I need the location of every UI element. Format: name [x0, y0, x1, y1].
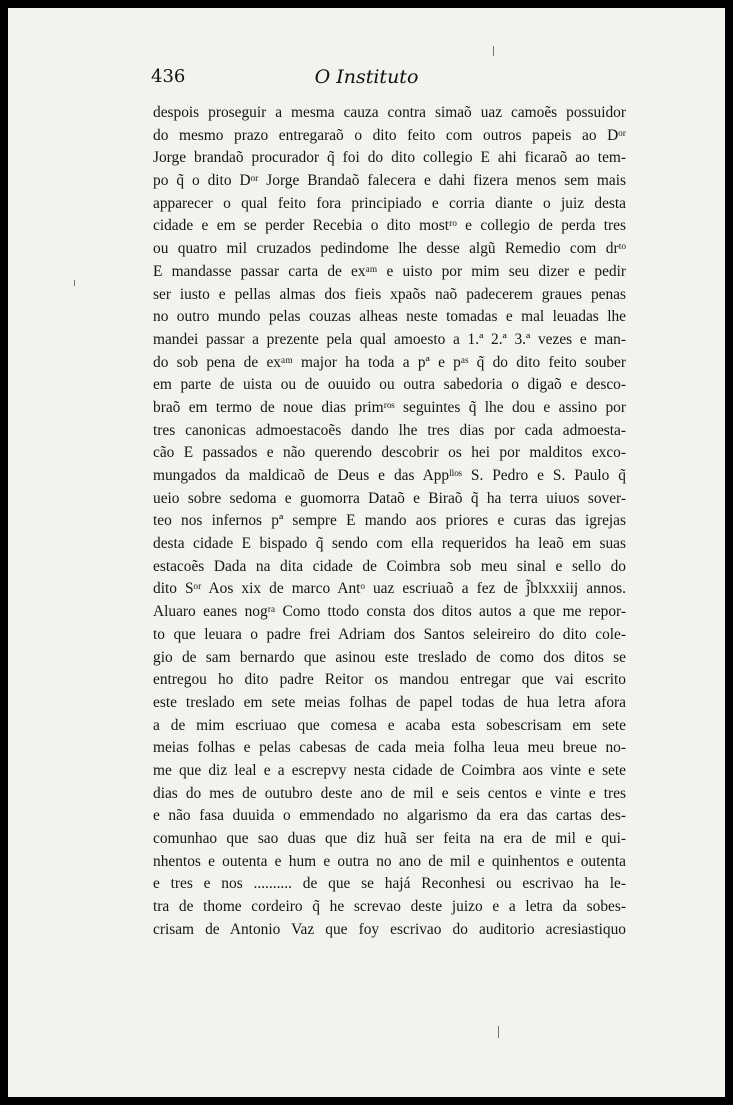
running-title: O Instituto [314, 66, 419, 88]
text-line: ser iusto e pellas almas dos fieis xpaõs naõ padecerem graues penas [153, 285, 626, 303]
text-line: a de mim escriuao que comesa e acaba esta sobescrisam em sete [153, 716, 626, 734]
text-line: entregou ho dito padre Reitor os mandou entregar que vai escrito [153, 671, 626, 689]
text-line: ou quatro mil cruzados pedindome lhe desse algũ Remedio com drᵗᵒ [153, 240, 626, 258]
text-line: crisam de Antonio Vaz que foy escrivao do auditorio acresiastiquo [153, 920, 626, 938]
text-line: este treslado em sete meias folhas de papel todas de hua letra afora [153, 693, 626, 711]
text-line: mungados da maldicaõ de Deus e das Appˡˡᵒˢ S. Pedro e S. Paulo q̃ [153, 467, 626, 484]
text-line: me que diz leal e a escrepvy nesta cidade de Coimbra aos vinte e sete [153, 761, 626, 779]
scan-mark [493, 46, 494, 56]
text-line: cidade e em se perder Recebia o dito mostʳᵒ e collegio de perda tres [153, 217, 626, 235]
text-line: no outro mundo pelas couzas alheas neste tomadas e mal leuadas lhe [153, 308, 626, 326]
document-page [8, 8, 725, 1097]
text-line: mandei passar a prezente pela qual amoesto a 1.ª 2.ª 3.ª vezes e man- [153, 330, 626, 348]
text-line: Aluaro eanes nogʳᵃ Como ttodo consta dos ditos autos a que me repor- [153, 603, 626, 621]
text-line: desta cidade E bispado q̃ sendo com ella requeridos ha leaõ em suas [153, 535, 626, 553]
text-line: dito Sᵒʳ Aos xix de marco Antᵒ uaz escriuaõ a fez de j̃blxxxiij annos. [153, 580, 626, 598]
text-line: po q̃ o dito Dᵒʳ Jorge Brandaõ falecera e dahi fizera menos sem mais [153, 172, 626, 190]
scan-mark [74, 280, 75, 286]
page-number: 436 [151, 66, 186, 87]
text-line: gio de sam bernardo que asinou este treslado de como dos ditos se [153, 648, 626, 666]
text-line: apparecer o qual feito fora principiado e corria diante o juiz desta [153, 194, 626, 212]
text-line: em parte de uista ou de ouuido ou outra sabedoria o digaõ e desco- [153, 376, 626, 394]
text-line: meias folhas e pelas cabesas de cada meia folha leua meu breue no- [153, 739, 626, 757]
body-text [153, 102, 626, 941]
text-line: comunhao que sao duas que diz huã ser feita na era de mil e qui- [153, 830, 626, 847]
text-line: dias do mes de outubro deste ano de mil e seis centos e vinte e tres [153, 784, 626, 802]
text-line: ueio sobre sedoma e guomorra Dataõ e Biraõ q̃ ha terra uiuos sover- [153, 489, 626, 507]
text-line: to que leuara o padre frei Adriam dos Santos seleireiro do dito cole- [153, 625, 626, 643]
page-header [8, 66, 725, 96]
text-line: tres canonicas admoestacoẽs dando lhe tres dias por cada admoesta- [153, 421, 626, 439]
text-line: E mandasse passar carta de exᵃᵐ e uisto por mim seu dizer e pedir [153, 262, 626, 280]
text-line: do mesmo prazo entregaraõ o dito feito com outros papeis ao Dᵒʳ [153, 126, 626, 144]
text-line: teo nos infernos pª sempre E mando aos priores e curas das igrejas [153, 512, 626, 530]
text-line: estacoẽs Dada na dita cidade de Coimbra sob meu sinal e sello do [153, 557, 626, 575]
text-line: nhentos e outenta e hum e outra no ano de mil e quinhentos e outenta [153, 852, 626, 870]
text-line: cão E passados e não querendo descobrir os hei por malditos exco- [153, 444, 626, 462]
text-line: e tres e nos .......... de que se hajá Reconhesi ou escrivao ha le- [153, 875, 626, 893]
text-line: tra de thome cordeiro q̃ he screvao deste juizo e a letra da sobes- [153, 898, 626, 916]
text-line: do sob pena de exᵃᵐ major ha toda a pª e pᵃˢ q̃ do dito feito souber [153, 353, 626, 371]
text-line: despois proseguir a mesma cauza contra simaõ uaz camoẽs possuidor [153, 104, 626, 121]
scan-mark [498, 1026, 499, 1038]
text-line: Jorge brandaõ procurador q̃ foi do dito collegio E ahi ficaraõ ao tem- [153, 149, 626, 167]
text-line: e não fasa duuida o emmendado no algarismo da era das cartas des- [153, 807, 626, 825]
text-line: braõ em termo de noue dias primʳᵒˢ seguintes q̃ lhe dou e assino por [153, 398, 626, 416]
